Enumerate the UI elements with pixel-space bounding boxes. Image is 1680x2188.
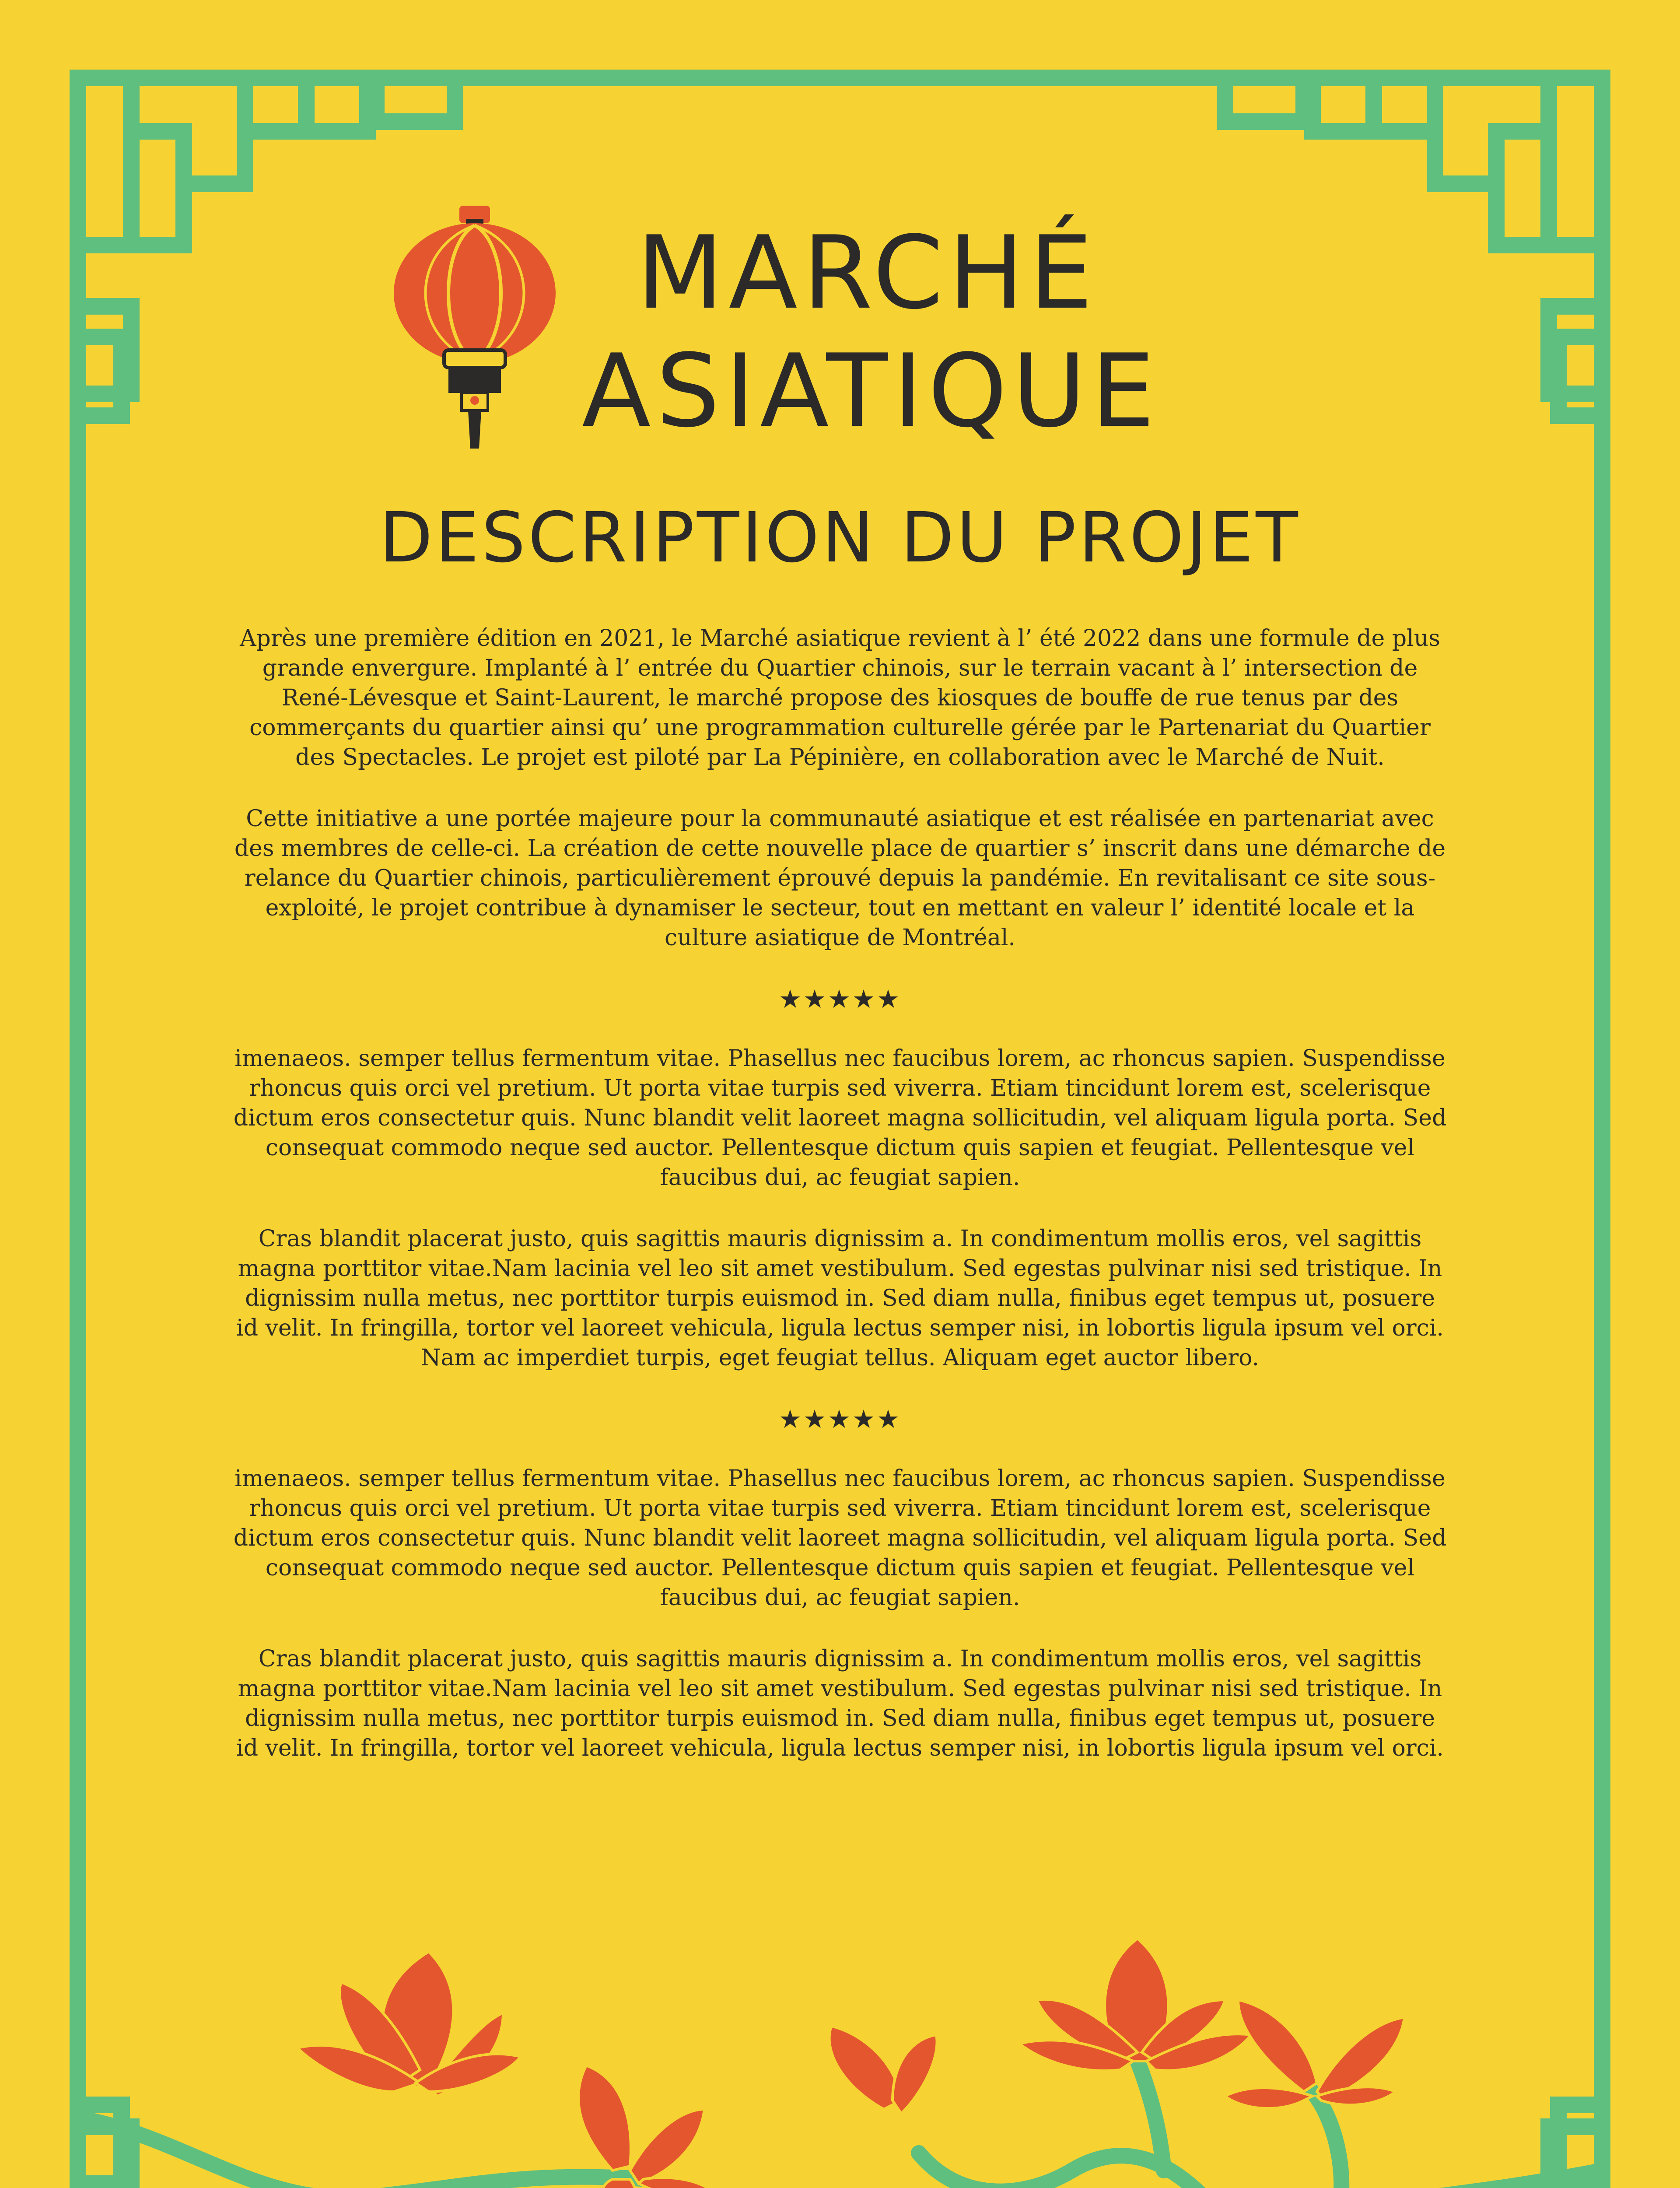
paragraph-5: imenaeos. semper tellus fermentum vitae. Phasellus nec faucibus lorem, ac rhoncus sapien. Suspendisse rhoncus quis orci vel pretium. Ut porta vitae turpis sed viverra. Etiam tincidunt lorem est, scelerisque dictum eros consectetur quis. Nunc blandit velit laoreet magna sollicitudin, vel aliquam ligula porta. Sed consequat commodo neque sed auctor. Pellentesque dictum quis sapien et feugiat. Pellentesque vel faucibus dui, ac feugiat sapien. [233,1466,1447,1611]
paragraph-3: imenaeos. semper tellus fermentum vitae. Phasellus nec faucibus lorem, ac rhoncus sapien. Suspendisse rhoncus quis orci vel pretium. Ut porta vitae turpis sed viverra. Etiam tincidunt lorem est, scelerisque dictum eros consectetur quis. Nunc blandit velit laoreet magna sollicitudin, vel aliquam ligula porta. Sed consequat commodo neque sed auctor. Pellentesque dictum quis sapien et feugiat. Pellentesque vel faucibus dui, ac feugiat sapien. [233,1045,1447,1191]
star-divider-1: ★★★★★ [779,984,901,1014]
paragraph-2: Cette initiative a une portée majeure pour la communauté asiatique et est réalisée en partenariat avec des membres de celle-ci. La création de cette nouvelle place de quartier s’ inscrit dans une démarche de relance du Quartier chinois, particulièrement éprouvé depuis la pandémie. En revitalisant ce site sous-exploité, le projet contribue à dynamiser le secteur, tout en mettant en valeur l’ identité locale et la culture asiatique de Montréal. [234,806,1446,951]
lantern-icon [392,206,558,449]
paragraph-6: Cras blandit placerat justo, quis sagittis mauris dignissim a. In condimentum mollis eros, vel sagittis magna porttitor vitae.Nam lacinia vel leo sit amet vestibulum. Sed egestas pulvinar nisi sed tristique. In dignissim nulla metus, nec porttitor turpis euismod in. Sed diam nulla, finibus eget tempus ut, posuere id velit. In fringilla, tortor vel laoreet vehicula, ligula lectus semper nisi, in lobortis ligula ipsum vel orci. [236,1646,1444,1761]
title-line-2: ASIATIQUE [582,333,1160,450]
paragraph-4: Cras blandit placerat justo, quis sagittis mauris dignissim a. In condimentum mollis eros, vel sagittis magna porttitor vitae.Nam lacinia vel leo sit amet vestibulum. Sed egestas pulvinar nisi sed tristique. In dignissim nulla metus, nec porttitor turpis euismod in. Sed diam nulla, finibus eget tempus ut, posuere id velit. In fringilla, tortor vel laoreet vehicula, ligula lectus semper nisi, in lobortis ligula ipsum vel orci. Nam ac imperdiet turpis, eget feugiat tellus. Aliquam eget auctor libero. [236,1226,1444,1371]
paragraph-1: Après une première édition en 2021, le Marché asiatique revient à l’ été 2022 dans une formule de plus grande envergure. Implanté à l’ entrée du Quartier chinois, sur le terrain vacant à l’ intersection de René-Lévesque et Saint-Laurent, le marché propose des kiosques de bouffe de rue tenus par des commerçants du quartier ainsi qu’ une programmation culturelle gérée par le Partenariat du Quartier des Spectacles. Le projet est piloté par La Pépinière, en collaboration avec le Marché de Nuit. [240,625,1440,771]
section-heading: DESCRIPTION DU PROJET [379,498,1301,578]
body-text [232,624,1448,1795]
lotus-flowers-icon [0,1925,1680,2188]
title-line-1: MARCHÉ [637,215,1099,332]
header [0,197,1680,459]
star-divider-2: ★★★★★ [779,1404,901,1434]
